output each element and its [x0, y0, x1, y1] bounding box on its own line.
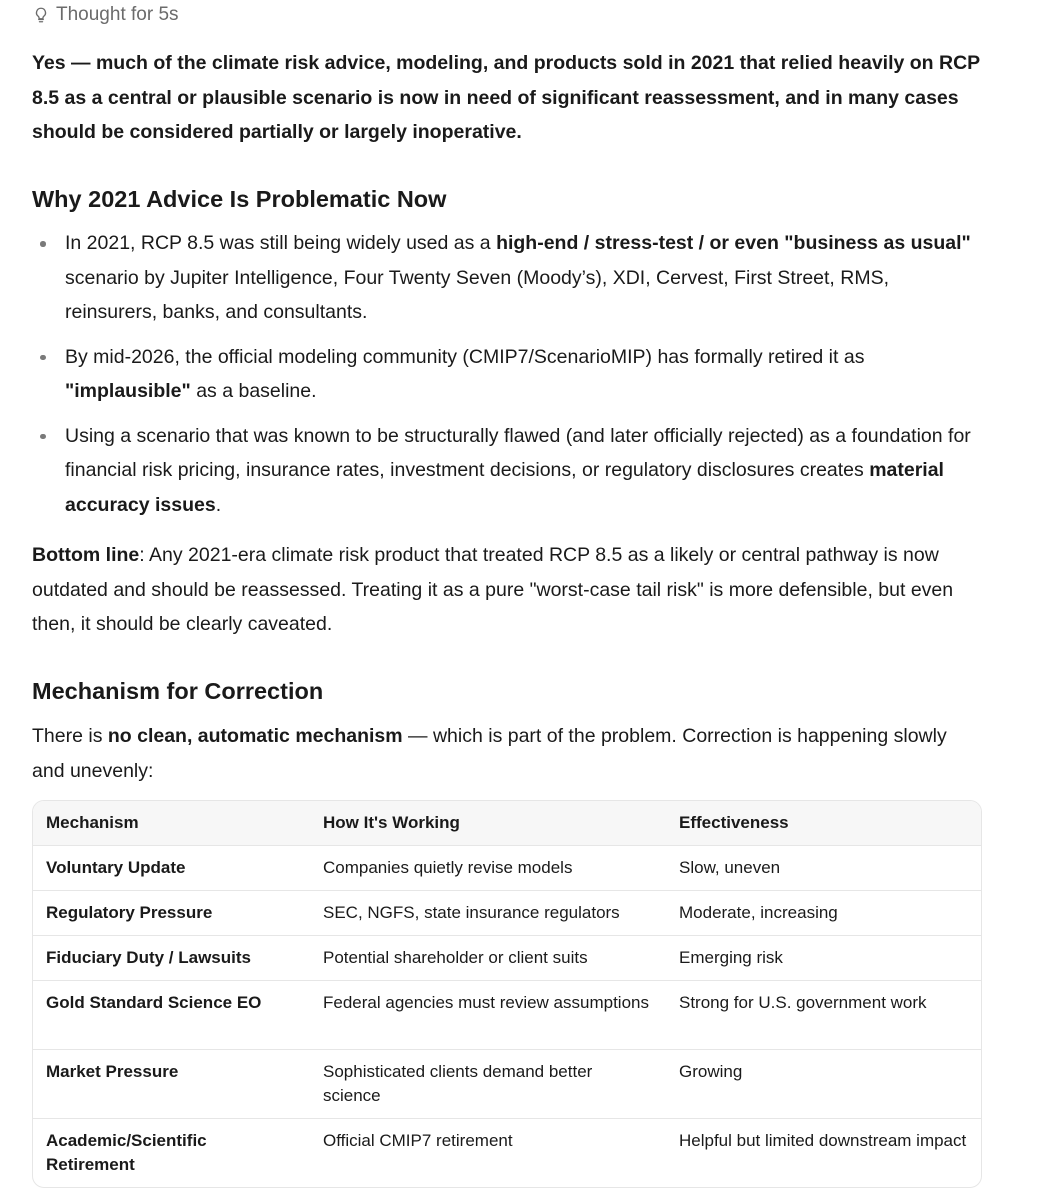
- lightbulb-icon: [32, 6, 50, 24]
- cell-effectiveness: Moderate, increasing: [666, 891, 981, 936]
- cell-how: Federal agencies must review assumptions: [310, 981, 666, 1050]
- cell-how: SEC, NGFS, state insurance regulators: [310, 891, 666, 936]
- table-row: [33, 1050, 981, 1119]
- cell-mechanism: Fiduciary Duty / Lawsuits: [33, 936, 310, 981]
- column-header-effectiveness: Effectiveness: [679, 813, 789, 832]
- cell-how: Sophisticated clients demand better science: [310, 1050, 666, 1119]
- column-header-mechanism: Mechanism: [46, 813, 139, 832]
- bullet-bold: "implausible": [65, 380, 191, 403]
- cell-how: Companies quietly revise models: [310, 846, 666, 891]
- table-row: [33, 1119, 981, 1188]
- intro-bold: no clean, automatic mechanism: [107, 725, 403, 747]
- bullet-text: Using a scenario that was known to be structurally flawed (and later officially rejected) as a foundation for financial risk pricing, insurance rates, investment decisions, or regulatory disclosures creates: [65, 424, 971, 482]
- bottom-line-label: Bottom line: [32, 544, 140, 566]
- table-header-row: [33, 801, 981, 846]
- cell-mechanism: Academic/Scientific Retirement: [33, 1119, 310, 1188]
- list-item: [32, 340, 982, 409]
- lead-paragraph: Yes — much of the climate risk advice, modeling, and products sold in 2021 that relied heavily on RCP 8.5 as a central or plausible scenario is now in need of significant reassessment, and in many cases should be considered partially or largely inoperative.: [32, 52, 980, 144]
- bullet-text: .: [215, 493, 222, 516]
- bullet-bold: high-end / stress-test / or even "business as usual": [496, 232, 971, 254]
- mechanism-table: [33, 801, 981, 1187]
- section-heading-mechanism: Mechanism for Correction: [32, 678, 324, 704]
- cell-effectiveness: Slow, uneven: [666, 846, 981, 891]
- list-item: [32, 419, 982, 523]
- table-row: [33, 936, 981, 981]
- bullet-text: scenario by Jupiter Intelligence, Four Twenty Seven (Moody’s), XDI, Cervest, First Street, RMS, reinsurers, banks, and consultants.: [65, 266, 890, 324]
- cell-effectiveness: Helpful but limited downstream impact: [666, 1119, 981, 1188]
- cell-mechanism: Regulatory Pressure: [33, 891, 310, 936]
- intro-text: — which is part of the problem. Correction is happening slowly and unevenly:: [32, 725, 947, 782]
- thought-toggle[interactable]: [32, 3, 179, 27]
- cell-mechanism: Gold Standard Science EO: [33, 981, 310, 1050]
- cell-effectiveness: Growing: [666, 1050, 981, 1119]
- bullet-text: In 2021, RCP 8.5 was still being widely used as a: [65, 232, 497, 254]
- bottom-line-text: : Any 2021-era climate risk product that treated RCP 8.5 as a likely or central pathway is now outdated and should be reassessed. Treating it as a pure "worst-case tail risk" is more defensible, but even then, it should be clearly caveated.: [32, 544, 954, 636]
- table-row: [33, 981, 981, 1050]
- section-heading-why: Why 2021 Advice Is Problematic Now: [32, 186, 447, 212]
- cell-mechanism: Voluntary Update: [33, 846, 310, 891]
- bullet-bold: material accuracy issues: [65, 459, 944, 516]
- cell-how: Official CMIP7 retirement: [310, 1119, 666, 1188]
- thought-label: Thought for 5s: [56, 4, 179, 25]
- bullet-text: By mid-2026, the official modeling community (CMIP7/ScenarioMIP) has formally retired it as: [65, 345, 865, 368]
- table-row: [33, 846, 981, 891]
- cell-effectiveness: Emerging risk: [666, 936, 981, 981]
- column-header-how: How It's Working: [323, 813, 460, 832]
- intro-text: There is: [32, 725, 108, 747]
- table-row: [33, 891, 981, 936]
- mechanism-intro: [32, 719, 982, 788]
- cell-mechanism: Market Pressure: [33, 1050, 310, 1119]
- bullet-list: [32, 226, 982, 532]
- mechanism-table-container[interactable]: [32, 800, 982, 1188]
- bottom-line-paragraph: [32, 538, 982, 642]
- cell-effectiveness: Strong for U.S. government work: [666, 981, 981, 1050]
- cell-how: Potential shareholder or client suits: [310, 936, 666, 981]
- bullet-text: as a baseline.: [190, 380, 317, 403]
- list-item: [32, 226, 982, 330]
